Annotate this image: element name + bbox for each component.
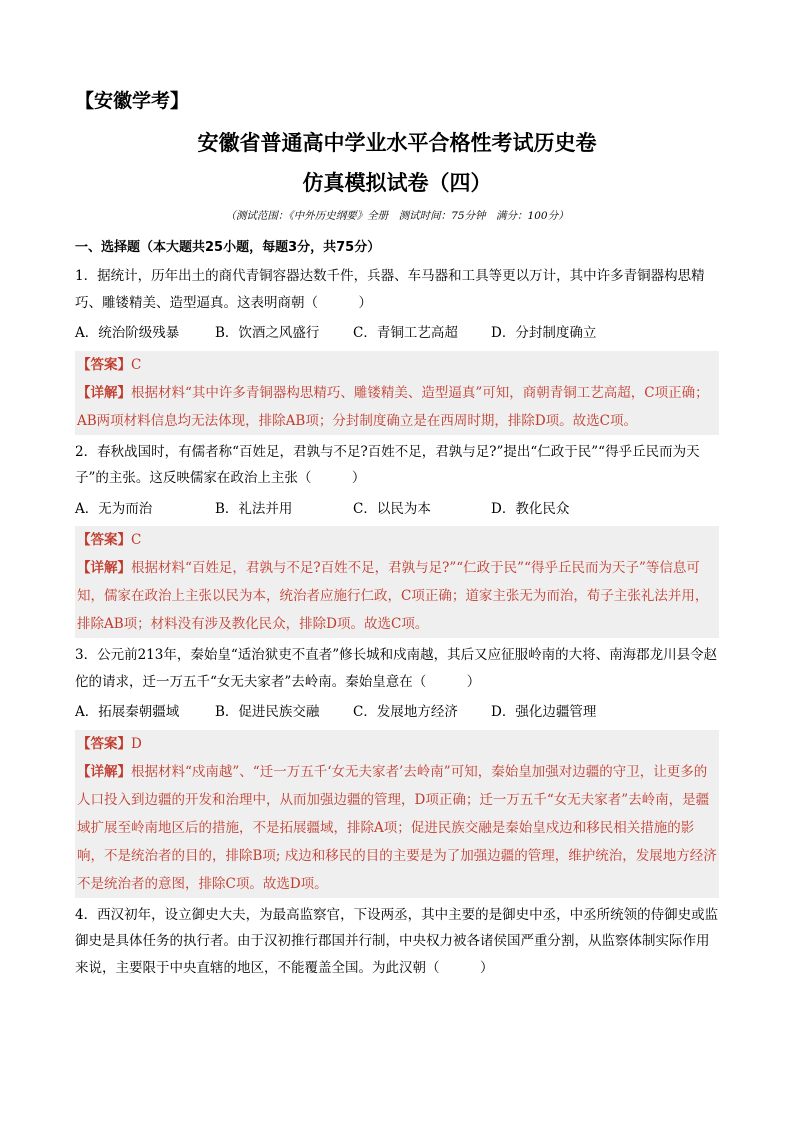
question-stem: 1．据统计，历年出土的商代青铜容器达数千件，兵器、车马器和工具等更以万计，其中许多青铜器构思精巧、雕镂精美、造型逼真。这表明商朝（ ） [75,268,705,311]
option-a: A．统治阶级残暴 [75,325,180,341]
answer-label: 【答案】 [77,532,131,548]
option-c: C．青铜工艺高超 [353,325,458,341]
exam-scope: （测试范围：《中外历史纲要》全册 测试时间：75分钟 满分：100分） [225,210,569,222]
detail-line [75,554,719,638]
detail-text: 根据材料“百姓足，君孰与不足?百姓不足，君孰与足?”“仁政于民”“得乎丘民而为天子”等信息可知，儒家在政治上主张以民为本，统治者应施行仁政，C项正确；道家主张无为而治，荀子主张礼法并用，排除AB项；材料没有涉及教化民众，排除D项。故选C项。 [77,560,709,632]
option-b: B．饮酒之风盛行 [215,325,320,341]
detail-label: 【详解】 [77,384,131,401]
answer-block [75,526,719,638]
question-options [75,320,719,347]
option-d: D．教化民众 [491,500,570,517]
detail-label: 【详解】 [77,560,131,576]
option-c: C．以民为本 [353,500,431,517]
question-stem: 2．春秋战国时，有儒者称“百姓足，君孰与不足?百姓不足，君孰与足?”提出“仁政于民”“得乎丘民而为天子”的主张。这反映儒家在政治上主张（ ） [75,443,700,486]
detail-text: 根据材料“其中许多青铜器构思精巧、雕镂精美、造型逼真”可知，商朝青铜工艺高超，C项正确；AB两项材料信息均无法体现，排除AB项；分封制度确立是在西周时期，排除D项。故选C项。 [77,384,709,429]
option-a: A．拓展秦朝疆域 [75,704,180,720]
option-b: B．礼法并用 [215,500,293,517]
question-options [75,699,719,726]
page-title: 安徽省普通高中学业水平合格性考试历史卷 [197,131,597,155]
answer-value: C [131,356,142,373]
detail-label: 【详解】 [77,763,131,780]
detail-line [75,758,719,898]
page-subtitle: 仿真模拟试卷（四） [302,171,492,195]
option-d: D．强化边疆管理 [491,704,597,720]
answer-line [75,730,719,758]
answer-line [75,526,719,554]
option-b: B．促进民族交融 [215,704,320,720]
answer-line [75,351,719,379]
question-list [75,263,719,981]
question-options [75,496,719,523]
section-heading: 一、选择题（本大题共25小题，每题3分，共75分） [75,240,381,255]
exam-tag: 【安徽学考】 [75,90,190,112]
answer-value: C [131,532,142,548]
answer-block [75,730,719,898]
option-a: A．无为而治 [75,500,153,517]
answer-block [75,351,719,435]
answer-label: 【答案】 [77,356,131,373]
detail-text: 根据材料“戍南越”、“迁一万五千‘女无夫家者’去岭南”可知，秦始皇加强对边疆的守卫，让更多的人口投入到边疆的开发和治理中，从而加强边疆的管理，D项正确；迁一万五千“女无夫家者”去岭南，是疆域扩展至岭南地区后的措施，不是拓展疆域，排除A项；促进民族交融是秦始皇戍边和移民相关措施的影响，不是统治者的目的，排除B项; 戍边和移民的目的主要是为了加强边疆的管理，维护统治，发展地方经济不是统治者的意图，排除C项。故选D项。 [77,763,717,892]
question-stem: 3．公元前213年，秦始皇“适治狱吏不直者”修长城和戍南越，其后又应征服岭南的大将、南海郡龙川县令赵佗的请求，迁一万五千“女无夫家者”去岭南。秦始皇意在（ ） [75,647,718,690]
option-c: C．发展地方经济 [353,704,458,720]
detail-line [75,379,719,435]
option-d: D．分封制度确立 [491,325,597,341]
answer-value: D [131,735,142,752]
answer-label: 【答案】 [77,735,131,752]
question-stem: 4．西汉初年，设立御史大夫，为最高监察官，下设两丞，其中主要的是御史中丞，中丞所统领的侍御史或监御史是具体任务的执行者。由于汉初推行郡国并行制，中央权力被各诸侯国严重分割，从监察体制实际作用来说，主要限于中央直辖的地区，不能覆盖全国。为此汉朝（ ） [75,906,719,976]
